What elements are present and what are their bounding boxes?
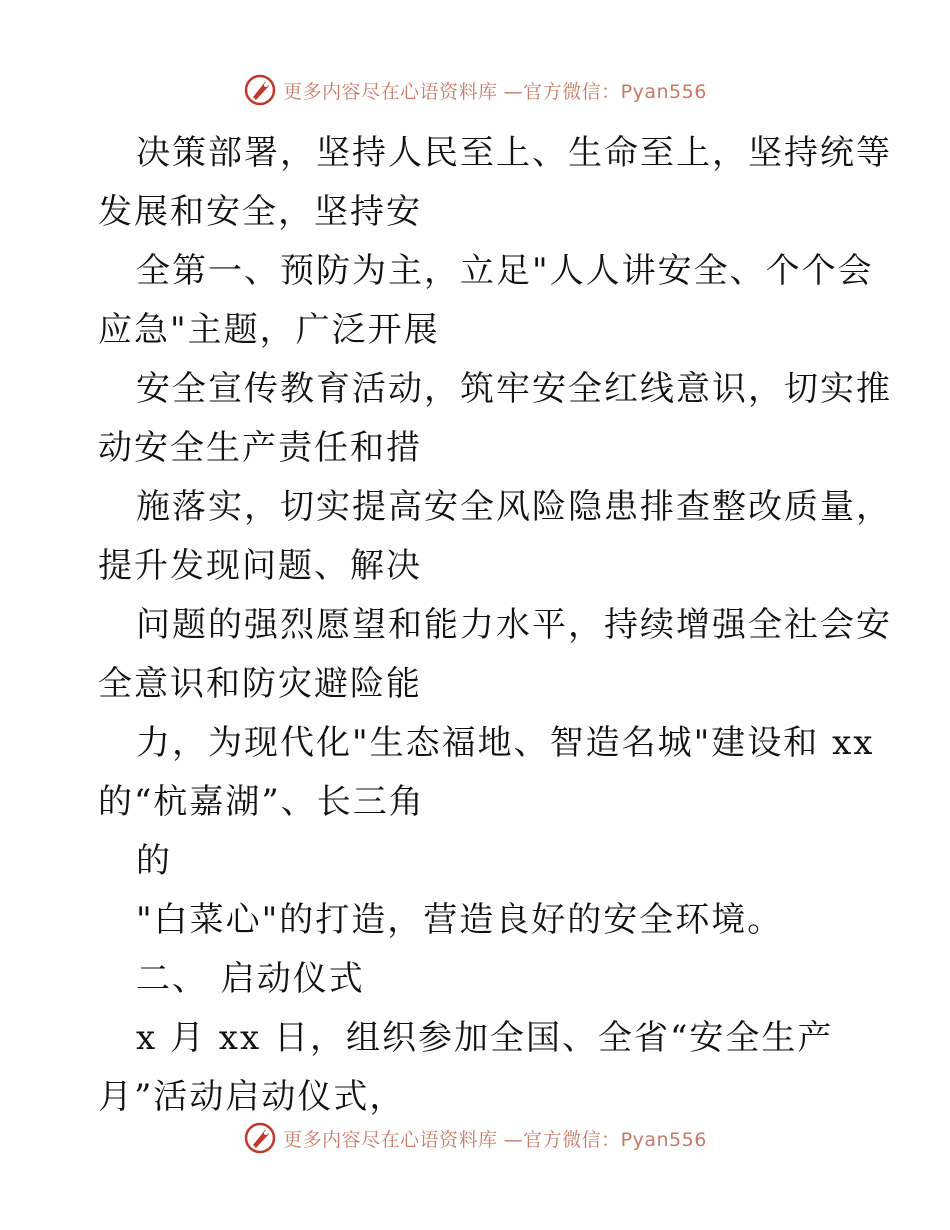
body-line: 力，为现代化"生态福地、智造名城"建设和 xx bbox=[136, 723, 875, 763]
body-line: 月”活动启动仪式， bbox=[98, 1077, 406, 1117]
pen-nib-circle-icon bbox=[243, 1121, 277, 1155]
body-line: "白菜心"的打造，营造良好的安全环境。 bbox=[136, 900, 784, 940]
document-body bbox=[98, 124, 892, 1127]
body-line: 问题的强烈愿望和能力水平，持续增强全社会安 bbox=[136, 605, 892, 645]
library-text: 更多内容尽在心语资料库 bbox=[283, 80, 498, 103]
body-line: 动安全生产责任和措 bbox=[98, 428, 422, 468]
wechat-text: —官方微信：Pyan556 bbox=[503, 1128, 707, 1151]
body-line: 决策部署，坚持人民至上、生命至上，坚持统等 bbox=[136, 133, 892, 173]
header-watermark-banner bbox=[0, 70, 950, 110]
body-line: 的 bbox=[136, 841, 172, 881]
footer-watermark-banner bbox=[0, 1118, 950, 1158]
body-line: x 月 xx 日，组织参加全国、全省“安全生产 bbox=[136, 1018, 834, 1058]
body-line: 施落实，切实提高安全风险隐患排查整改质量， bbox=[136, 487, 892, 527]
body-line: 提升发现问题、解决 bbox=[98, 546, 422, 586]
section-heading: 二、 启动仪式 bbox=[136, 959, 365, 999]
wechat-text: —官方微信：Pyan556 bbox=[503, 80, 707, 103]
body-line: 安全宣传教育活动，筑牢安全红线意识，切实推 bbox=[136, 369, 892, 409]
pen-nib-circle-icon bbox=[243, 73, 277, 107]
library-text: 更多内容尽在心语资料库 bbox=[283, 1128, 498, 1151]
body-line: 应急"主题，广泛开展 bbox=[98, 310, 440, 350]
body-line: 全意识和防灾避险能 bbox=[98, 664, 422, 704]
body-line: 的“杭嘉湖”、长三角 bbox=[98, 782, 425, 822]
body-line: 全第一、预防为主，立足"人人讲安全、个个会 bbox=[136, 251, 874, 291]
body-line: 发展和安全，坚持安 bbox=[98, 192, 422, 232]
